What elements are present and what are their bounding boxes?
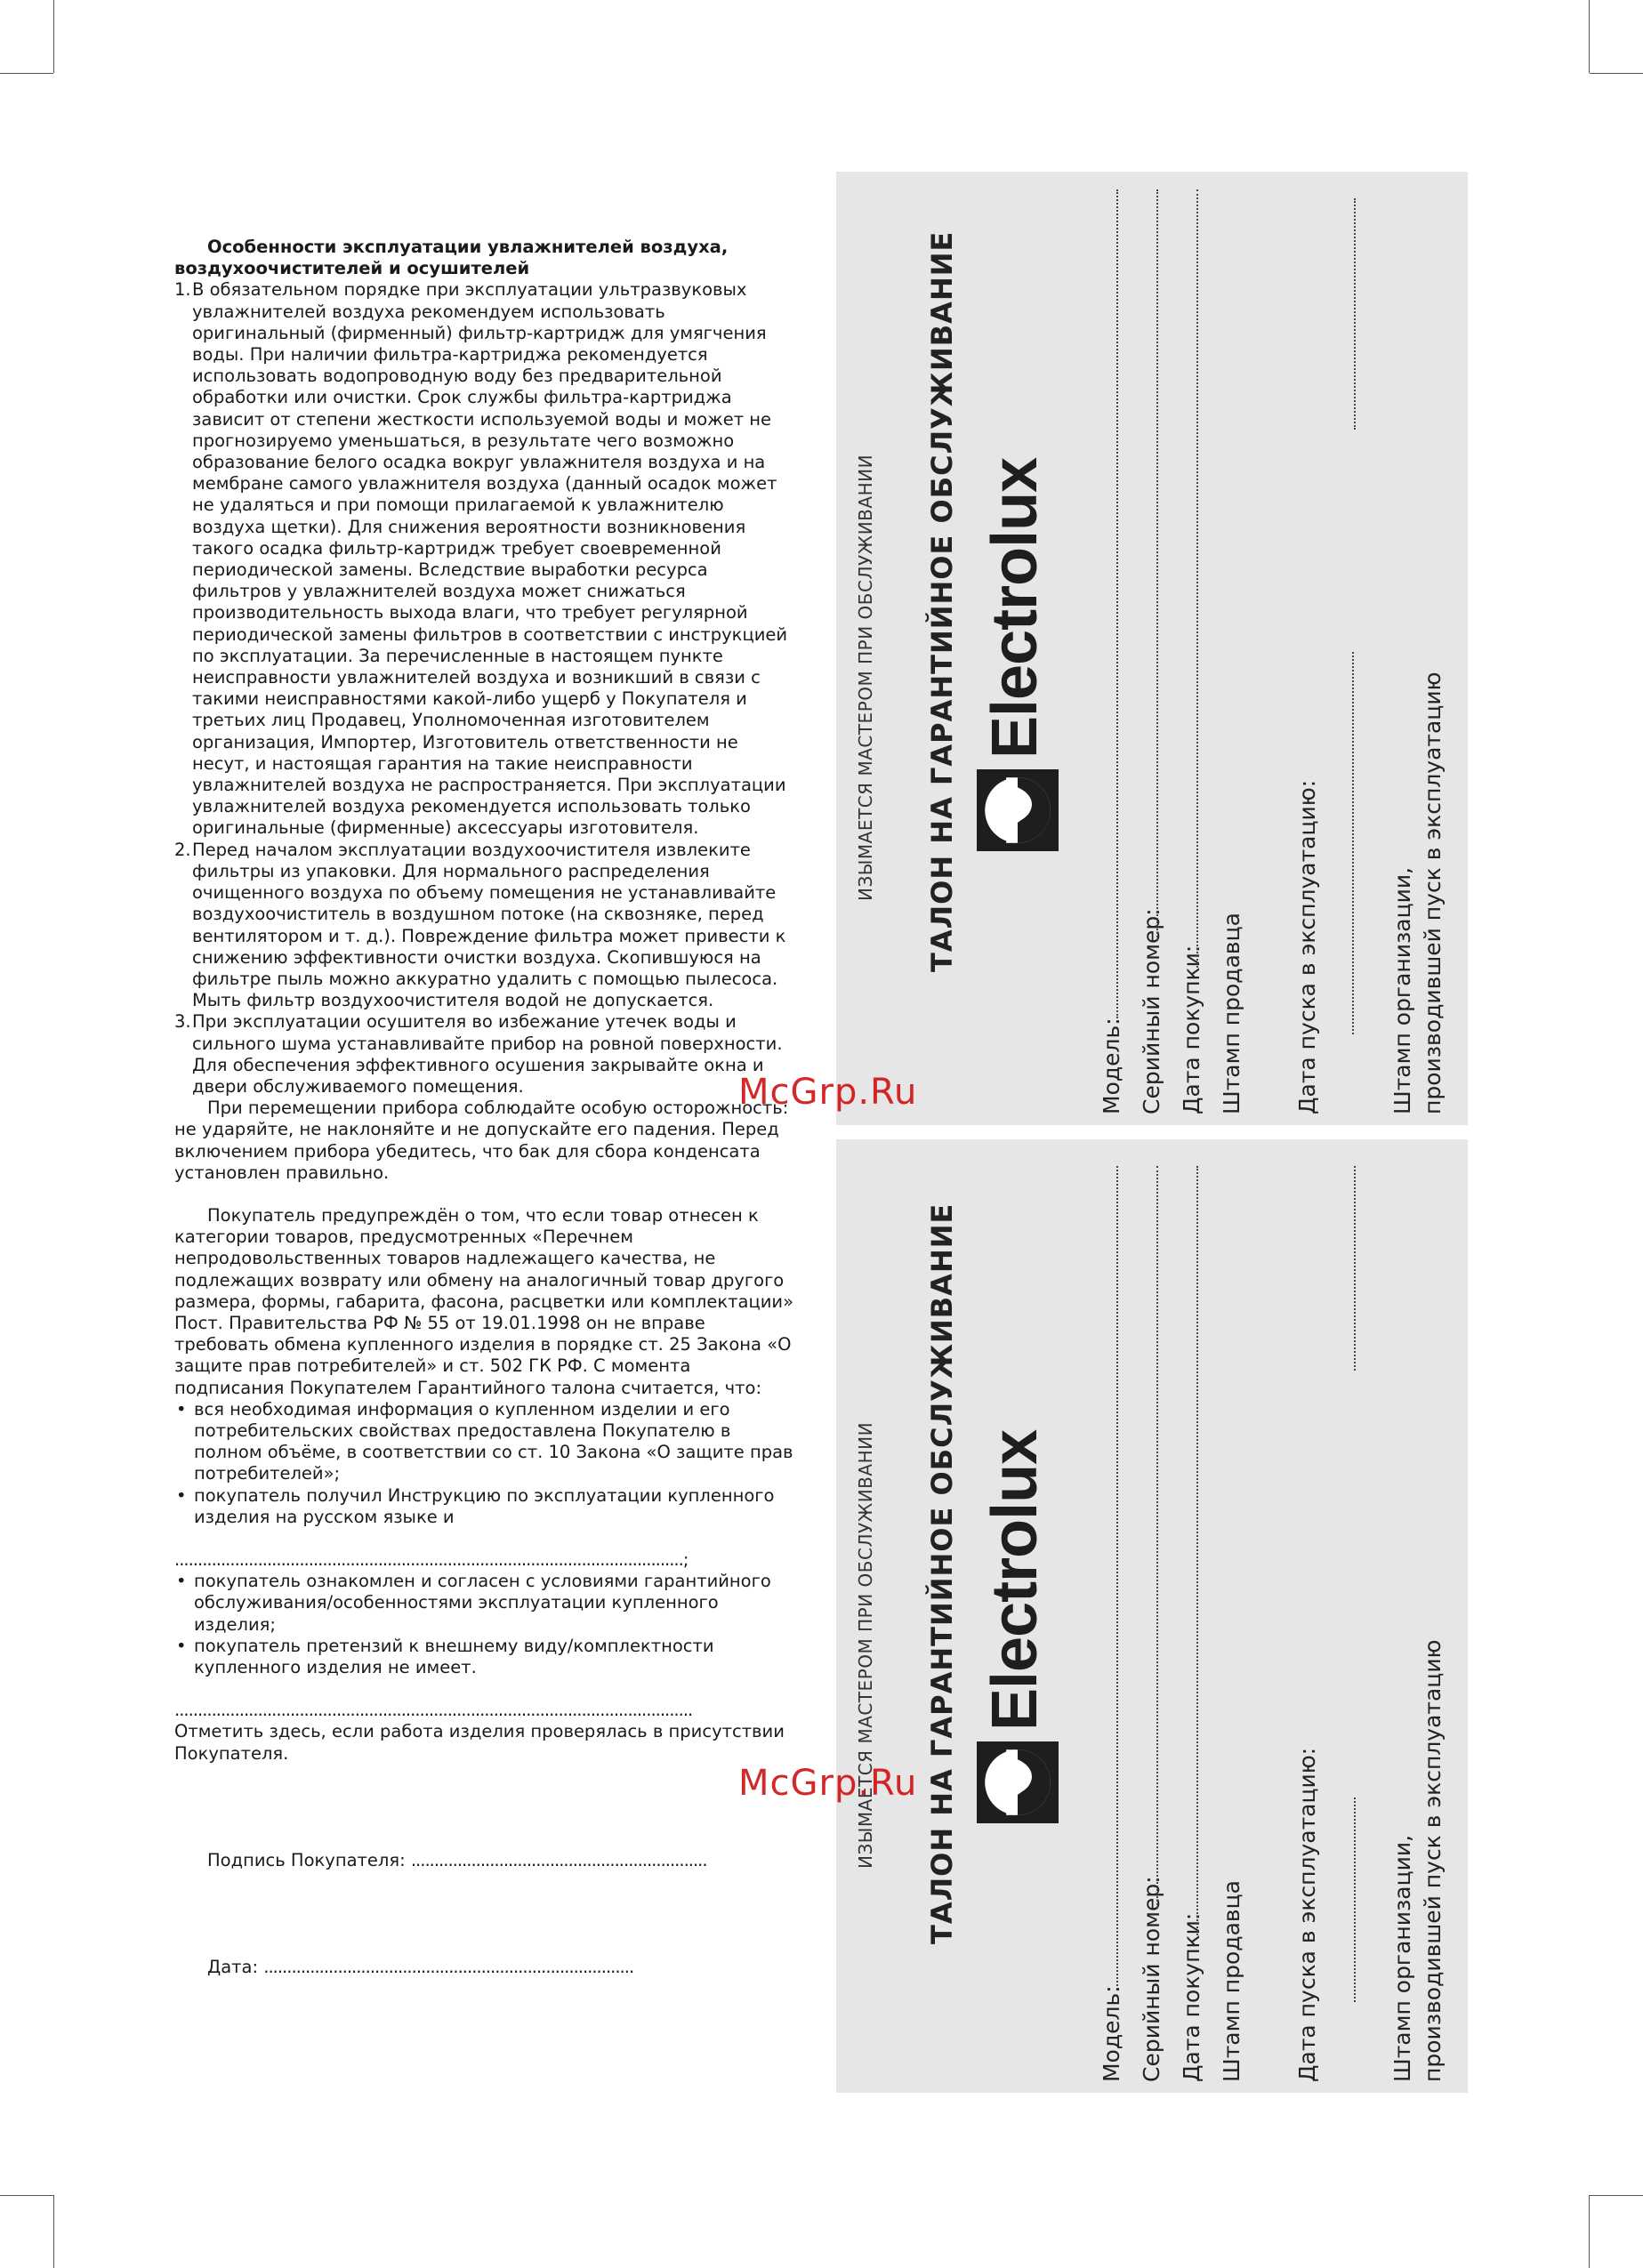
warranty-conditions-text [174,237,797,1978]
purchase-date-field[interactable] [1196,1166,1198,1935]
list-item [174,1011,797,1098]
crop-mark [1590,73,1643,74]
start-date-field[interactable] [1352,652,1354,1034]
buyer-intro: Покупатель предупреждён о том, что если товар отнесен к категории товаров, предусмотренных «Перечнем непродовольственных товаров надлежащего качества, не подлежащих возврату или обмену на аналогичный товар другого размера, формы, габарита, фасона, расцветки или комплектации» Пост. Правительства РФ № 55 от 19.01.1998 он не вправе требовать обмена купленного изделия в порядке ст. 25 Закона «О защите прав потребителей» и ст. 502 ГК РФ. С момента подписания Покупателем Гарантийного талона считается, что: [174,1204,794,1398]
org-stamp-label [1388,1639,1448,2082]
start-date-field-ext[interactable] [1354,198,1356,430]
start-date-label: Дата пуска в эксплуатацию: [1294,1747,1320,2082]
fill-in-line[interactable]: ..............................................................................................................; [174,1548,689,1570]
list-item: • покупатель ознакомлен и согласен с условиями гарантийного обслуживания/особенностями эксплуатации купленного изделия; [176,1571,771,1635]
section-heading: Особенности эксплуатации увлажнителей воздуха, воздухоочистителей и осушителей [174,237,729,279]
serial-field[interactable] [1156,189,1158,941]
electrolux-icon [977,769,1059,851]
crop-mark [1589,2195,1590,2268]
model-field[interactable] [1116,1166,1118,1986]
watermark: McGrp.Ru [738,1072,918,1113]
signature-field[interactable]: ................................................................ [410,1849,707,1870]
serial-label: Серийный номер: [1139,1876,1164,2082]
list-item [174,279,797,839]
crop-mark [53,2195,54,2268]
org-stamp-line1: Штамп организации, [1389,866,1415,1114]
list-item [174,840,797,1012]
crop-mark [1589,0,1590,73]
item-number: 2. [174,839,191,860]
org-stamp-line1: Штамп организации, [1389,1834,1415,2082]
date-label: Дата: [207,1957,259,1978]
list-item: • покупатель претензий к внешнему виду/комплектности купленного изделия не имеет. [176,1635,714,1677]
brand-wordmark: Electrolux [979,457,1051,759]
item-text: Перед началом эксплуатации воздухоочистителя извлеките фильтры из упаковки. Для нормального распределения очищенного воздуха по объему помещения не устанавливайте воздухоочиститель в воздушном потоке (на сквозняке, перед вентилятором и т. д.). Повреждение фильтра может привести к снижению эффективности очистки воздуха. Скопившуюся на фильтре пыль можно аккуратно удалить с помощью пылесоса. Мыть фильтр воздухоочистителя водой не допускается. [192,839,786,1011]
purchase-date-label: Дата покупки: [1179,945,1204,1114]
org-stamp-line2: производившей пуск в эксплуатацию [1420,1639,1446,2082]
org-stamp-label [1388,672,1448,1114]
electrolux-logo [977,1420,1059,1829]
bullet-text: покупатель ознакомлен и согласен с условиями гарантийного обслуживания/особенностями эксплуатации купленного изделия; [194,1571,771,1635]
coupon-caption: ИЗЫМАЕТСЯ МАСТЕРОМ ПРИ ОБСЛУЖИВАНИИ [855,1421,876,1869]
start-date-label: Дата пуска в эксплуатацию: [1294,779,1320,1114]
item-text: При эксплуатации осушителя во избежание утечек воды и сильного шума устанавливайте прибор на ровной поверхности. Для обеспечения эффективного осушения закрывайте окна и двери обслуживаемого помещения. [192,1011,783,1097]
signature-row [174,1850,797,1871]
list-item: • вся необходимая информация о купленном изделии и его потребительских свойствах предоставлена Покупателю в полном объёме, в соответствии со ст. 10 Закона «О защите прав потребителей»; [176,1398,793,1484]
start-date-field-ext[interactable] [1354,1166,1356,1371]
bullet-text: вся необходимая информация о купленном изделии и его потребительских свойствах предоставлена Покупателю в полном объёме, в соответствии со ст. 10 Закона «О защите прав потребителей»; [194,1398,793,1484]
start-date-field[interactable] [1354,1798,1356,2002]
moving-note: При перемещении прибора соблюдайте особую осторожность: не ударяйте, не наклоняйте и не допускайте его падения. Перед включением прибора убедитесь, что бак для сбора конденсата установлен правильно. [174,1098,789,1183]
purchase-date-field[interactable] [1196,189,1198,968]
seller-stamp-label: Штамп продавца [1219,1880,1244,2082]
crop-mark [53,0,54,73]
model-field[interactable] [1116,189,1118,1018]
item-number: 1. [174,279,191,301]
electrolux-icon [977,1741,1059,1823]
crop-mark [0,2195,53,2196]
bullet-text: покупатель претензий к внешнему виду/комплектности купленного изделия не имеет. [194,1635,714,1677]
crop-mark [1590,2195,1643,2196]
item-number: 3. [174,1011,191,1033]
date-row [174,1957,797,1978]
date-field[interactable]: ................................................................................ [263,1957,634,1978]
bullet-text: покупатель получил Инструкцию по эксплуатации купленного изделия на русском языке и [194,1484,775,1527]
coupon-title: ТАЛОН НА ГАРАНТИЙНОЕ ОБСЛУЖИВАНИЕ [925,1202,959,1944]
org-stamp-line2: производившей пуск в эксплуатацию [1420,672,1446,1114]
signature-label: Подпись Покупателя: [207,1849,406,1870]
brand-wordmark: Electrolux [979,1429,1051,1731]
electrolux-logo [977,447,1059,857]
model-label: Модель: [1099,1985,1124,2082]
warranty-coupon [836,1139,1468,2093]
seller-stamp-label: Штамп продавца [1219,913,1244,1114]
watermark: McGrp.Ru [738,1763,918,1804]
crop-mark [0,73,53,74]
item-text: В обязательном порядке при эксплуатации ультразвуковых увлажнителей воздуха рекомендуем использовать оригинальный (фирменный) фильтр-картридж для умягчения воды. При наличии фильтра-картриджа рекомендуется использовать водопроводную воду без предварительной обработки или очистки. Срок службы фильтра-картриджа зависит от степени жесткости используемой воды и может не прогнозируемо уменьшаться, в результате чего возможно образование белого осадка вокруг увлажнителя воздуха и на мембране самого увлажнителя воздуха (данный осадок может не удаляться и при помощи прилагаемой к увлажнителю воздуха щетки). Для снижения вероятности возникновения такого осадка фильтр-картридж требует своевременной периодической замены. Вследствие выработки ресурса фильтров у увлажнителей воздуха может снижаться производительность выхода влаги, что требует регулярной периодической замены фильтров в соответствии с инструкцией по эксплуатации. За перечисленные в настоящем пункте неисправности увлажнителей воздуха и возникший в связи с такими неисправностями какой-либо ущерб у Покупателя и третьих лиц Продавец, Уполномоченная изготовителем организация, Импортер, Изготовитель ответственности не несут, и настоящая гарантия на такие неисправности увлажнителей воздуха не распространяется. При эксплуатации увлажнителей воздуха рекомендуется использовать только оригинальные (фирменные) аксессуары изготовителя. [192,279,788,839]
warranty-coupon [836,172,1468,1125]
model-label: Модель: [1099,1017,1124,1114]
list-item: • покупатель получил Инструкцию по эксплуатации купленного изделия на русском языке и [176,1484,775,1527]
serial-label: Серийный номер: [1139,908,1164,1114]
purchase-date-label: Дата покупки: [1179,1912,1204,2082]
coupon-caption: ИЗЫМАЕТСЯ МАСТЕРОМ ПРИ ОБСЛУЖИВАНИИ [855,454,876,901]
coupon-title: ТАЛОН НА ГАРАНТИЙНОЕ ОБСЛУЖИВАНИЕ [925,230,959,972]
check-mark-line[interactable]: ................................................................................................................ [174,1700,693,1721]
check-note: Отметить здесь, если работа изделия проверялась в присутствии Покупателя. [174,1721,785,1764]
serial-field[interactable] [1156,1166,1158,1909]
